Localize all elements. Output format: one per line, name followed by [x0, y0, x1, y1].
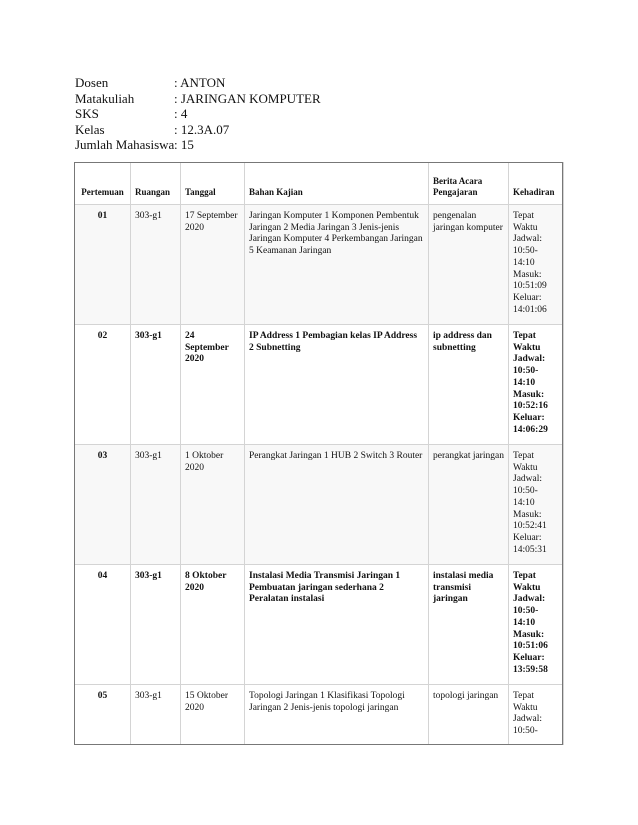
attendance-cell — [509, 325, 564, 445]
attendance-line: 10:52:16 — [513, 401, 548, 412]
attendance-line: Keluar: — [513, 292, 542, 303]
room-cell: 303-g1 — [131, 685, 181, 745]
room-cell: 303-g1 — [131, 565, 181, 685]
attendance-line: 10:50- — [513, 366, 539, 377]
attendance-cell — [509, 685, 564, 745]
header-value: : 15 — [174, 137, 194, 152]
header-value: : 12.3A.07 — [174, 121, 230, 137]
meeting-number: 05 — [75, 685, 131, 745]
header-value: : 4 — [174, 106, 188, 121]
attendance-line: Keluar: — [513, 412, 545, 423]
attendance-line: 10:50- — [513, 726, 538, 737]
attendance-line: Waktu — [513, 582, 541, 593]
header-row-students — [75, 137, 321, 153]
column-header-room: Ruangan — [131, 163, 181, 205]
attendance-line: 10:50- — [513, 486, 538, 497]
topic-cell: IP Address 1 Pembagian kelas IP Address 2 Subnetting — [245, 325, 429, 445]
header-label: Matakuliah — [75, 90, 135, 106]
report-cell: perangkat jaringan — [429, 445, 509, 565]
table-row — [75, 685, 564, 745]
attendance-line: 13:59:58 — [513, 664, 548, 675]
topic-cell: Jaringan Komputer 1 Komponen Pembentuk Jaringan 2 Media Jaringan 3 Jenis-jenis Jaringan Komputer 4 Perkembangan Jaringan 5 Keamanan Jaringan — [245, 205, 429, 325]
attendance-line: 10:50- — [513, 246, 538, 257]
attendance-cell — [509, 565, 564, 685]
header-row-lecturer — [75, 75, 321, 91]
attendance-line: Waktu — [513, 702, 538, 713]
attendance-line: Jadwal: — [513, 354, 546, 365]
column-header-attendance: Kehadiran — [509, 163, 564, 205]
room-cell: 303-g1 — [131, 205, 181, 325]
topic-cell: Perangkat Jaringan 1 HUB 2 Switch 3 Router — [245, 445, 429, 565]
date-cell: 17 September 2020 — [181, 205, 245, 325]
meeting-number: 02 — [75, 325, 131, 445]
attendance-line: 14:10 — [513, 377, 536, 388]
header-label: SKS — [75, 106, 99, 121]
attendance-line: 10:51:06 — [513, 641, 548, 652]
column-header-topic: Bahan Kajian — [245, 163, 429, 205]
meeting-number: 01 — [75, 205, 131, 325]
attendance-line: 14:10 — [513, 497, 535, 508]
column-header-date: Tanggal — [181, 163, 245, 205]
header-label: Kelas — [75, 121, 105, 137]
attendance-line: Masuk: — [513, 629, 545, 640]
column-header-report: Berita Acara Pengajaran — [429, 163, 509, 205]
attendance-line: 14:10 — [513, 617, 536, 628]
header-value: : ANTON — [174, 75, 226, 90]
report-cell: ip address dan subnetting — [429, 325, 509, 445]
attendance-line: Tepat — [513, 691, 534, 701]
attendance-line: Masuk: — [513, 269, 542, 280]
date-cell: 1 Oktober 2020 — [181, 445, 245, 565]
header-label: Jumlah Mahasiswa — [75, 137, 175, 152]
header-value: : JARINGAN KOMPUTER — [174, 90, 321, 106]
attendance-table — [74, 162, 564, 745]
attendance-table-wrapper — [74, 162, 563, 745]
attendance-line: 14:10 — [513, 257, 535, 268]
attendance-line: Keluar: — [513, 652, 545, 663]
attendance-line: 14:06:29 — [513, 424, 548, 435]
report-cell: topologi jaringan — [429, 685, 509, 745]
table-row — [75, 445, 564, 565]
attendance-line: Jadwal: — [513, 234, 543, 245]
topic-cell: Topologi Jaringan 1 Klasifikasi Topologi Jaringan 2 Jenis-jenis topologi jaringan — [245, 685, 429, 745]
room-cell: 303-g1 — [131, 445, 181, 565]
header-row-credits — [75, 106, 321, 122]
room-cell: 303-g1 — [131, 325, 181, 445]
attendance-line: Masuk: — [513, 509, 542, 520]
attendance-line: 14:05:31 — [513, 544, 547, 555]
table-row — [75, 205, 564, 325]
attendance-line: Masuk: — [513, 389, 545, 400]
date-cell: 24 September 2020 — [181, 325, 245, 445]
date-cell: 15 Oktober 2020 — [181, 685, 245, 745]
table-header-row — [75, 163, 564, 205]
topic-cell: Instalasi Media Transmisi Jaringan 1 Pembuatan jaringan sederhana 2 Peralatan instalasi — [245, 565, 429, 685]
header-row-class — [75, 122, 321, 138]
attendance-line: Jadwal: — [513, 474, 543, 485]
attendance-line: 10:50- — [513, 606, 539, 617]
attendance-line: Keluar: — [513, 532, 542, 543]
attendance-line: Tepat — [513, 211, 534, 221]
course-header — [75, 75, 321, 153]
attendance-line: Waktu — [513, 462, 538, 473]
meeting-number: 04 — [75, 565, 131, 685]
attendance-line: Tepat — [513, 571, 536, 581]
attendance-line: 10:52:41 — [513, 521, 547, 532]
report-cell: pengenalan jaringan komputer — [429, 205, 509, 325]
attendance-cell — [509, 205, 564, 325]
header-row-course — [75, 91, 321, 107]
column-header-meeting: Pertemuan — [75, 163, 131, 205]
report-cell: instalasi media transmisi jaringan — [429, 565, 509, 685]
attendance-line: Jadwal: — [513, 594, 546, 605]
date-cell: 8 Oktober 2020 — [181, 565, 245, 685]
attendance-line: Tepat — [513, 451, 534, 461]
attendance-line: Jadwal: — [513, 714, 543, 725]
attendance-line: Waktu — [513, 222, 538, 233]
table-row — [75, 565, 564, 685]
header-label: Dosen — [75, 75, 109, 90]
meeting-number: 03 — [75, 445, 131, 565]
table-row — [75, 325, 564, 445]
attendance-line: 10:51:09 — [513, 281, 547, 292]
attendance-cell — [509, 445, 564, 565]
attendance-line: 14:01:06 — [513, 304, 547, 315]
attendance-line: Tepat — [513, 331, 536, 341]
attendance-line: Waktu — [513, 342, 541, 353]
